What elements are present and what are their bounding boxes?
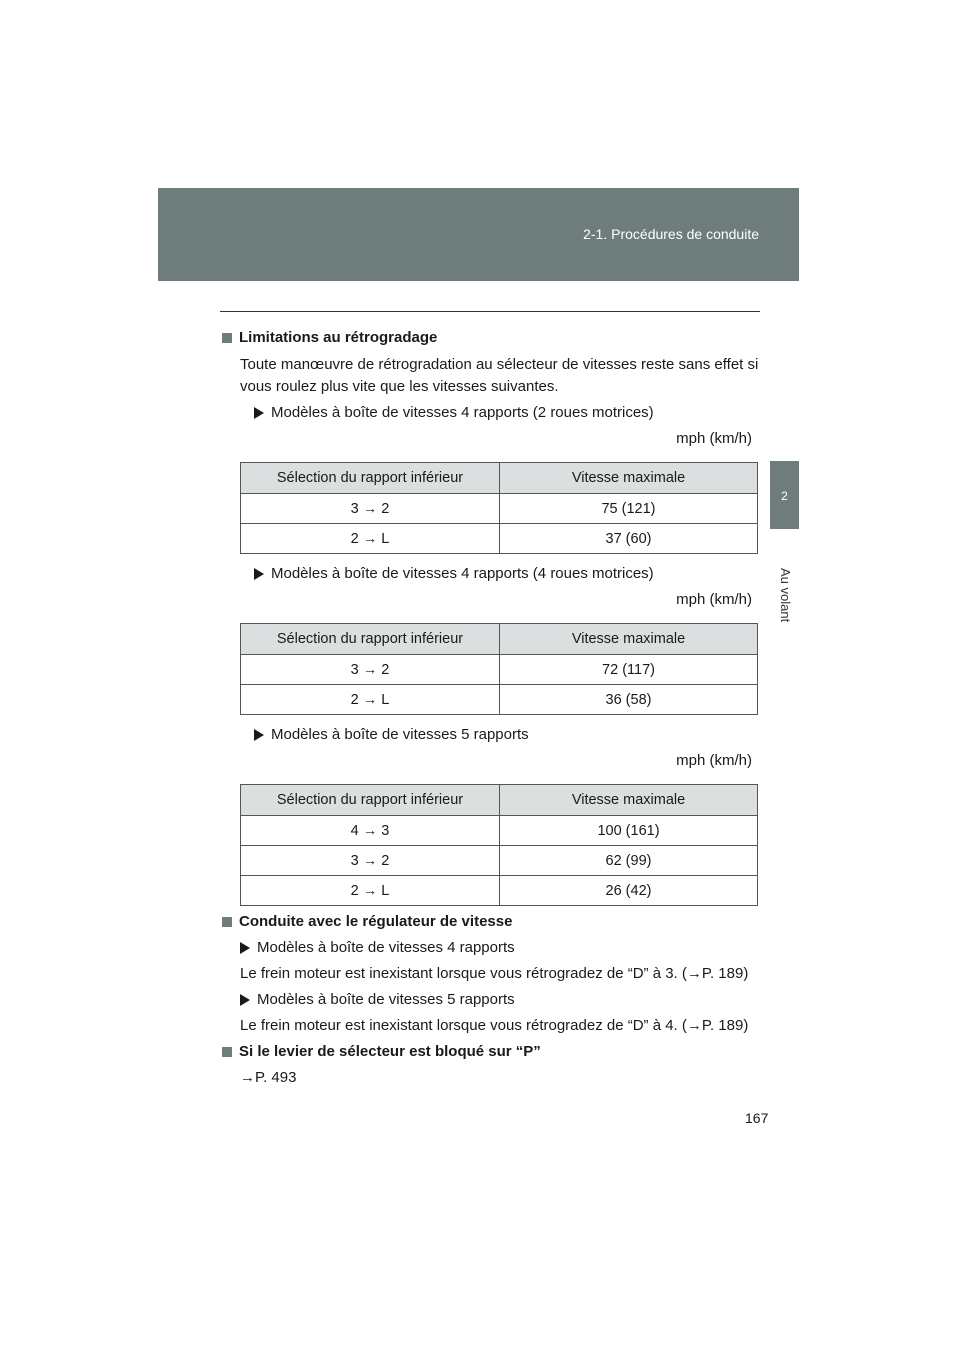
bullet-text: Modèles à boîte de vitesses 4 rapports (257, 939, 515, 956)
table-row (241, 524, 758, 554)
square-bullet-icon (222, 333, 232, 343)
table-caption (222, 563, 762, 585)
table-header-row (241, 624, 758, 655)
table-header: Sélection du rapport inférieur (241, 463, 500, 494)
caption-text: Modèles à boîte de vitesses 4 rapports (2 roues motrices) (271, 404, 654, 421)
table-cell: 36 (58) (500, 685, 758, 715)
table-cell: 75 (121) (500, 494, 758, 524)
table-row (241, 816, 758, 846)
table-header: Sélection du rapport inférieur (241, 785, 500, 816)
caption-text: Modèles à boîte de vitesses 5 rapports (271, 726, 529, 743)
main-content (222, 327, 762, 1089)
table-caption (222, 724, 762, 746)
unit-label: mph (km/h) (676, 591, 752, 608)
table-header-row (241, 785, 758, 816)
square-bullet-icon (222, 1047, 232, 1057)
unit-label: mph (km/h) (676, 752, 752, 769)
table-cell: 62 (99) (500, 846, 758, 876)
heading-text: Si le levier de sélecteur est bloqué sur “P” (239, 1043, 541, 1060)
table-cell: 2 → L (241, 876, 500, 906)
triangle-bullet-icon (254, 568, 264, 580)
table-header: Vitesse maximale (500, 463, 758, 494)
table-cell: 26 (42) (500, 876, 758, 906)
table-cell: 2 → L (241, 685, 500, 715)
table-header: Sélection du rapport inférieur (241, 624, 500, 655)
heading-text: Limitations au rétrogradage (239, 329, 438, 346)
table-cell: 3 → 2 (241, 655, 500, 685)
page-reference: →P. 493 (240, 1069, 297, 1086)
caption-text: Modèles à boîte de vitesses 4 rapports (4 roues motrices) (271, 565, 654, 582)
table-row (241, 655, 758, 685)
section-heading (222, 911, 762, 933)
triangle-bullet-icon (240, 942, 250, 954)
triangle-bullet-icon (254, 407, 264, 419)
triangle-bullet-icon (240, 994, 250, 1006)
table-row (241, 685, 758, 715)
unit-label: mph (km/h) (676, 430, 752, 447)
speed-table (240, 623, 758, 715)
table-header: Vitesse maximale (500, 785, 758, 816)
speed-table (240, 462, 758, 554)
table-cell: 3 → 2 (241, 494, 500, 524)
table-cell: 4 → 3 (241, 816, 500, 846)
table-header-row (241, 463, 758, 494)
table-header: Vitesse maximale (500, 624, 758, 655)
model-bullet (222, 937, 762, 959)
table-cell: 2 → L (241, 524, 500, 554)
speed-table (240, 784, 758, 906)
paragraph: Le frein moteur est inexistant lorsque vous rétrogradez de “D” à 4. (→P. 189) (240, 1017, 749, 1034)
table-cell: 3 → 2 (241, 846, 500, 876)
heading-text: Conduite avec le régulateur de vitesse (239, 913, 513, 930)
table-cell: 72 (117) (500, 655, 758, 685)
square-bullet-icon (222, 917, 232, 927)
chapter-label: Au volant (778, 568, 793, 623)
page-number: 167 (745, 1110, 769, 1126)
top-rule (220, 311, 760, 312)
table-cell: 100 (161) (500, 816, 758, 846)
section-heading (222, 327, 762, 349)
section-title: 2-1. Procédures de conduite (583, 226, 759, 242)
page-header (158, 188, 799, 281)
table-row (241, 494, 758, 524)
table-cell: 37 (60) (500, 524, 758, 554)
paragraph: Le frein moteur est inexistant lorsque vous rétrogradez de “D” à 3. (→P. 189) (240, 965, 749, 982)
chapter-number: 2 (781, 489, 788, 503)
table-row (241, 846, 758, 876)
paragraph: Toute manœuvre de rétrogradation au sélecteur de vitesses reste sans effet si vous roulez plus vite que les vitesses suivantes. (240, 356, 759, 395)
bullet-text: Modèles à boîte de vitesses 5 rapports (257, 991, 515, 1008)
model-bullet (222, 989, 762, 1011)
triangle-bullet-icon (254, 729, 264, 741)
table-caption (222, 402, 762, 424)
section-heading (222, 1041, 762, 1063)
chapter-tab (770, 461, 799, 529)
table-row (241, 876, 758, 906)
